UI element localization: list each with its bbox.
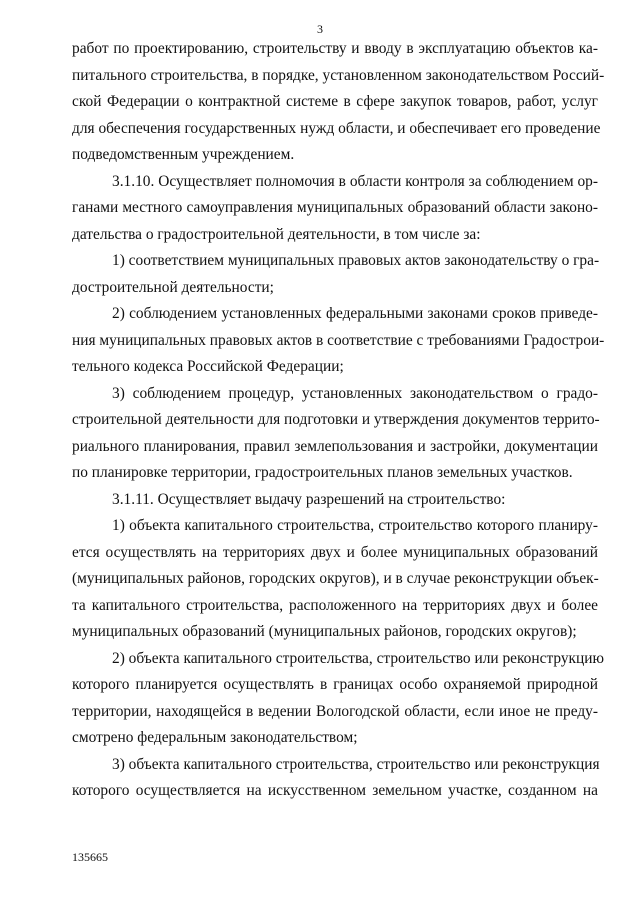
text-line: муниципальных образований (муниципальных районов, городских округов); [72, 623, 577, 640]
text-line: 2) объекта капитального строительства, строительство или реконструкцию [112, 649, 604, 667]
text-line: ния муниципальных правовых актов в соответствие с требованиями Градострои- [72, 331, 605, 349]
text-line: 3.1.10. Осуществляет полномочия в области контроля за соблюдением ор- [112, 172, 598, 190]
text-line: для обеспечения государственных нужд области, и обеспечивает его проведение [72, 119, 601, 137]
text-line: 1) соответствием муниципальных правовых актов законодательству о гра- [112, 252, 600, 269]
text-line: 3) объекта капитального строительства, строительство или реконструкция [112, 755, 600, 773]
text-line: риального планирования, правил землепользования и застройки, документации [72, 437, 598, 455]
text-line: смотрено федеральным законодательством; [72, 729, 358, 746]
text-line: 2) соблюдением установленных федеральными законами сроков приведе- [112, 305, 598, 322]
text-line: та капитального строительства, расположенного на территориях двух и более [72, 596, 598, 614]
text-line: ется осуществлять на территориях двух и более муниципальных образований [72, 543, 598, 561]
text-line: которого планируется осуществлять в границах особо охраняемой природной [72, 676, 598, 693]
text-line: территории, находящейся в ведении Вологодской области, если иное не преду- [72, 702, 598, 720]
page-number: 3 [317, 22, 323, 36]
text-line: 1) объекта капитального строительства, строительство которого планиру- [112, 517, 598, 534]
text-line: работ по проектированию, строительству и вводу в эксплуатацию объектов ка- [72, 40, 598, 57]
text-line: достроительной деятельности; [72, 278, 274, 296]
text-line: дательства о градостроительной деятельности, в том числе за: [72, 225, 481, 243]
text-line: ской Федерации о контрактной системе в сфере закупок товаров, работ, услуг [72, 93, 598, 110]
text-line: по планировке территории, градостроительных планов земельных участков. [72, 464, 573, 481]
text-line: строительной деятельности для подготовки и утверждения документов террито- [72, 411, 600, 428]
text-line: ганами местного самоуправления муниципальных образований области законо- [72, 199, 598, 216]
text-line: 3.1.11. Осуществляет выдачу разрешений на строительство: [112, 490, 506, 508]
document-body [72, 36, 605, 805]
text-line: (муниципальных районов, городских округов), и в случае реконструкции объек- [72, 570, 599, 587]
text-line: 3) соблюдением процедур, установленных законодательством о градо- [112, 384, 598, 402]
text-line: подведомственным учреждением. [72, 146, 295, 163]
text-line: которого осуществляется на искусственном земельном участке, созданном на [72, 782, 598, 799]
text-line: тельного кодекса Российской Федерации; [72, 358, 344, 375]
text-line: питального строительства, в порядке, установленном законодательством Россий- [72, 66, 605, 84]
document-id: 135665 [72, 850, 108, 864]
